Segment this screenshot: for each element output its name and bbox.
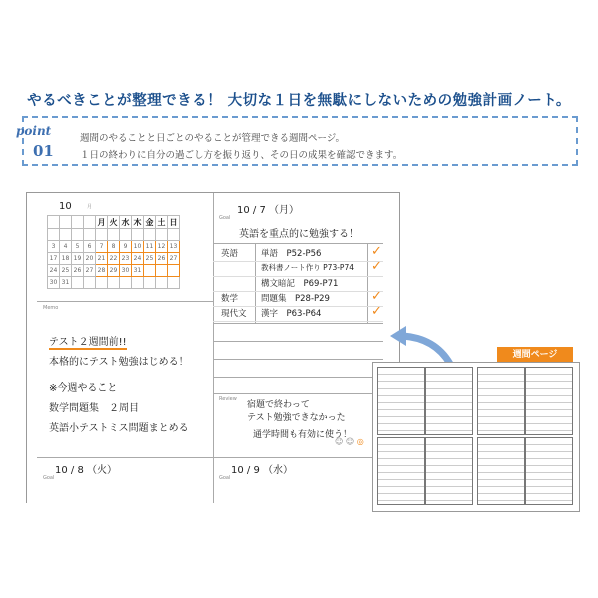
task-item: 構文暗記 P69-P71 <box>261 279 339 289</box>
calendar-day: 30 <box>48 277 60 289</box>
day1-goal: 英語を重点的に勉強する！ <box>239 229 359 240</box>
calendar-day: 25 <box>60 265 72 277</box>
calendar-day <box>144 229 156 241</box>
day2-goal-label: Goal <box>43 475 55 481</box>
weekday-2: 水 <box>121 217 130 227</box>
weekday-0: 月 <box>97 217 106 227</box>
thumbnail-page <box>377 367 425 435</box>
calendar-day: 22 <box>108 253 120 265</box>
memo-line-1: テスト２週間前!! <box>49 333 127 350</box>
arrow-icon <box>380 318 460 368</box>
calendar-day <box>72 277 84 289</box>
thumbnail-page <box>425 367 473 435</box>
memo-line-4: 数学問題集 ２周目 <box>49 403 139 414</box>
point-number: 01 <box>33 142 54 160</box>
day3-goal-label: Goal <box>219 475 231 481</box>
calendar-day: 24 <box>48 265 60 277</box>
thumbnail-page <box>477 367 525 435</box>
calendar-day: 13 <box>168 241 180 253</box>
calendar-day <box>108 277 120 289</box>
review-line-1: 宿題で終わって <box>247 400 310 410</box>
calendar-day <box>156 277 168 289</box>
calendar-day: 27 <box>84 265 96 277</box>
day1-date: 10 / 7 （月） <box>237 205 299 216</box>
weekday-1: 火 <box>109 217 118 227</box>
task-subject: 数学 <box>221 294 239 304</box>
weekly-page-badge: 週間ページ <box>497 347 573 363</box>
calendar-day: 18 <box>60 253 72 265</box>
calendar-day: 25 <box>144 253 156 265</box>
calendar-day <box>84 277 96 289</box>
review-line-2: テスト勉強できなかった <box>247 413 346 423</box>
calendar-day <box>120 229 132 241</box>
task-subject: 現代文 <box>221 309 247 319</box>
calendar-day: 27 <box>168 253 180 265</box>
day2-date: 10 / 8 （火） <box>55 465 117 476</box>
weekday-5: 土 <box>157 217 166 227</box>
day3-date: 10 / 9 （水） <box>231 465 293 476</box>
calendar-day: 11 <box>144 241 156 253</box>
calendar-day: 5 <box>72 241 84 253</box>
task-subject: 英語 <box>221 249 239 259</box>
calendar-day: 31 <box>132 265 144 277</box>
check-icon: ✓ <box>371 259 382 274</box>
calendar-day <box>120 277 132 289</box>
calendar-day: 24 <box>132 253 144 265</box>
calendar-day: 26 <box>72 265 84 277</box>
calendar-day <box>132 277 144 289</box>
thumbnail-page <box>477 437 525 505</box>
thumbnail-page <box>425 437 473 505</box>
calendar-day <box>96 229 108 241</box>
calendar-day <box>96 277 108 289</box>
calendar-day: 23 <box>120 253 132 265</box>
task-item: 単語 P52-P56 <box>261 249 322 259</box>
calendar-day: 4 <box>60 241 72 253</box>
calendar-day: 29 <box>108 265 120 277</box>
calendar-day <box>108 229 120 241</box>
calendar-day: 30 <box>120 265 132 277</box>
calendar-day: 17 <box>48 253 60 265</box>
calendar-day: 28 <box>96 265 108 277</box>
calendar-day: 26 <box>156 253 168 265</box>
calendar-day <box>132 229 144 241</box>
point-word: point <box>16 124 52 138</box>
notebook-page <box>26 192 400 503</box>
calendar-day: 20 <box>84 253 96 265</box>
memo-line-2: 本格的にテスト勉強はじめる！ <box>49 357 189 368</box>
thumbnail-page <box>377 437 425 505</box>
calendar-day <box>84 229 96 241</box>
calendar-day: 10 <box>132 241 144 253</box>
memo-label: Memo <box>43 305 59 311</box>
task-item: 問題集 P28-P29 <box>261 294 330 304</box>
calendar-day <box>156 229 168 241</box>
calendar-day <box>168 229 180 241</box>
calendar-day: 7 <box>96 241 108 253</box>
thumbnail-page <box>525 367 573 435</box>
day1-goal-label: Goal <box>219 215 231 221</box>
task-item: 漢字 P63-P64 <box>261 309 322 319</box>
review-line-3: 通学時間も有効に使う！ <box>253 430 353 440</box>
point-line-1: 週間のやることと日ごとのやることが管理できる週間ページ。 <box>80 133 346 144</box>
review-label: Review <box>219 396 237 402</box>
calendar-day <box>48 229 60 241</box>
weekday-6: 日 <box>169 217 178 227</box>
memo-line-5: 英語小テストミス問題まとめる <box>49 423 189 434</box>
calendar-day <box>60 229 72 241</box>
check-icon: ✓ <box>371 304 382 319</box>
mood-faces-icon: ☺ ☺ ◎ <box>335 437 364 446</box>
mini-calendar <box>47 215 180 289</box>
calendar-day: 19 <box>72 253 84 265</box>
calendar-day: 8 <box>108 241 120 253</box>
task-item: 教科書ノート作り P73-P74 <box>261 263 354 272</box>
weekday-3: 木 <box>133 217 142 227</box>
point-line-2: １日の終わりに自分の過ごし方を振り返り、その日の成果を確認できます。 <box>80 150 403 161</box>
weekly-page-thumbnail <box>372 362 580 512</box>
check-icon: ✓ <box>371 289 382 304</box>
calendar-day <box>156 265 168 277</box>
calendar-month-unit: 月 <box>87 204 93 210</box>
calendar-day <box>144 277 156 289</box>
calendar-day: 21 <box>96 253 108 265</box>
calendar-day <box>168 265 180 277</box>
calendar-day: 3 <box>48 241 60 253</box>
calendar-day <box>168 277 180 289</box>
calendar-month: 10 <box>59 201 72 212</box>
thumbnail-page <box>525 437 573 505</box>
calendar-day: 31 <box>60 277 72 289</box>
calendar-day: 6 <box>84 241 96 253</box>
calendar-day <box>144 265 156 277</box>
calendar-day: 9 <box>120 241 132 253</box>
calendar-day: 12 <box>156 241 168 253</box>
memo-line-3: ※今週やること <box>49 383 118 394</box>
headline: やるべきことが整理できる！ 大切な１日を無駄にしないための勉強計画ノート。 <box>27 93 571 109</box>
calendar-day <box>72 229 84 241</box>
weekday-4: 金 <box>145 217 154 227</box>
check-icon: ✓ <box>371 244 382 259</box>
